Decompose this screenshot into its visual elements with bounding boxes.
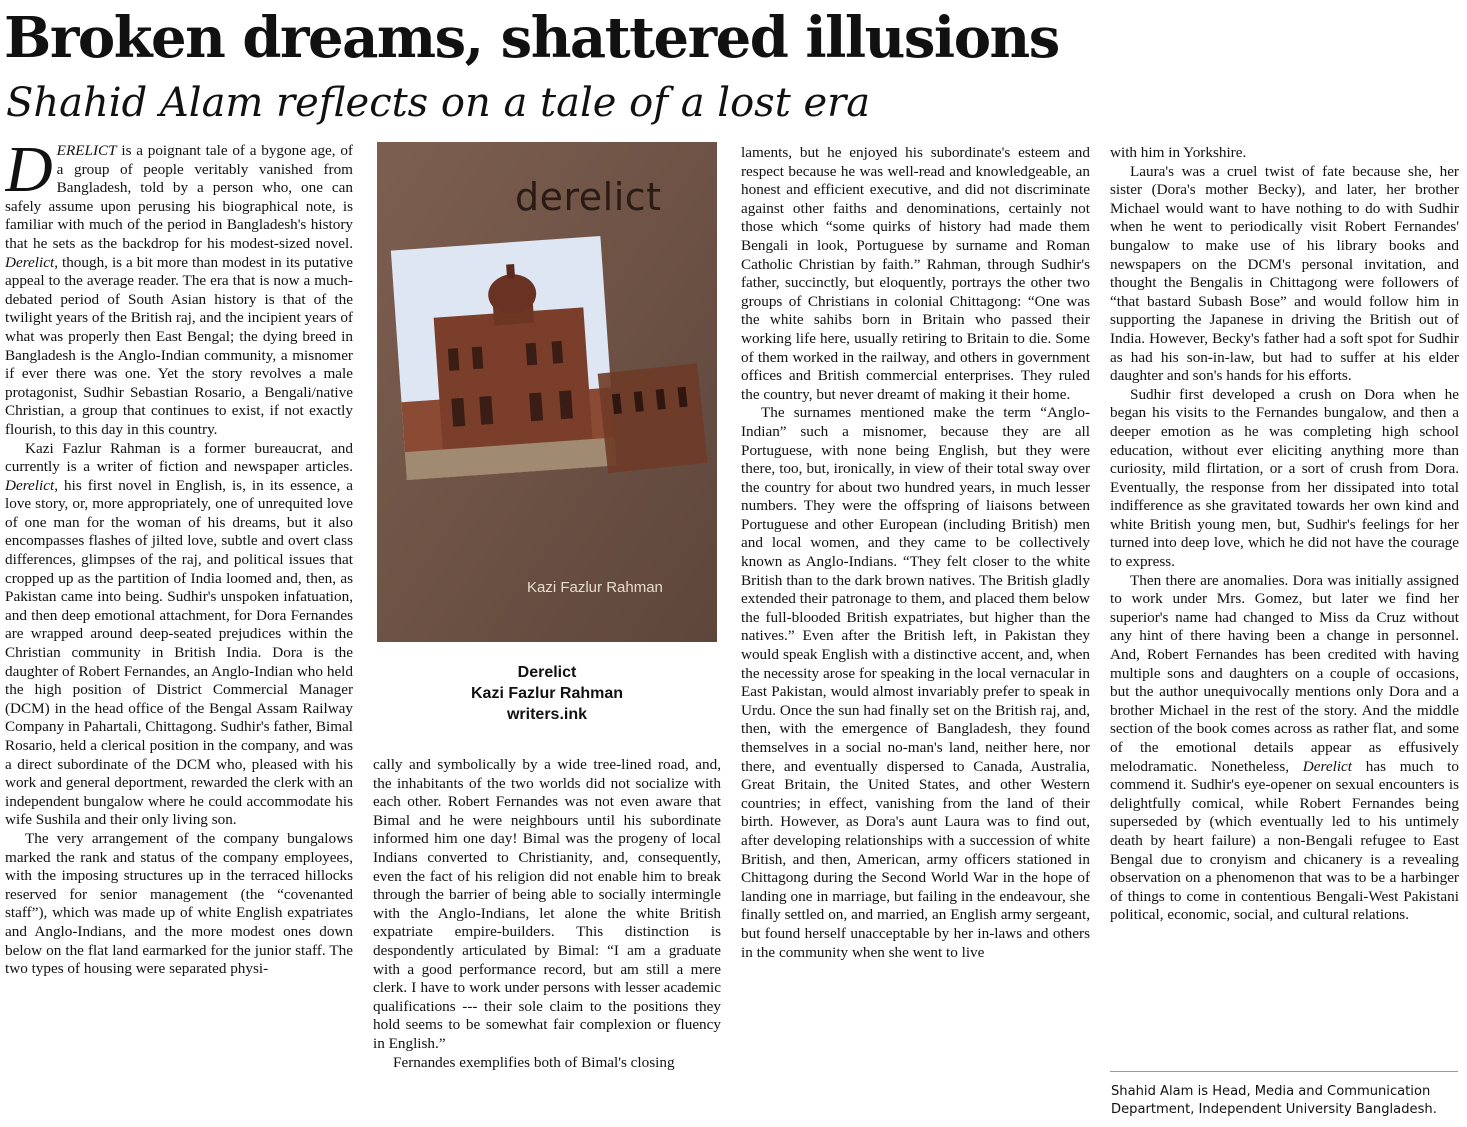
book-cover-image [377, 142, 717, 642]
caption-title: Derelict [517, 664, 577, 681]
book-title-mention: Derelict [5, 476, 55, 494]
subheadline: Shahid Alam reflects on a tale of a lost era [6, 80, 871, 126]
paragraph: Sudhir first developed a crush on Dora when he began his visits to the Fernandes bungalow, and then a deeper emotion as he was completing high school education, without ever eliciting anything more than curiosity, mild flirtation, or a sort of crush from Dora. Eventually, the response from her dissipated into total indifference as she gravitated towards her own kind and white British young men, but, Sudhir's feelings for her turned into deep love, which he did not have the courage to express. [1110, 385, 1459, 571]
cover-author: Kazi Fazlur Rahman [527, 579, 663, 596]
book-caption [377, 662, 717, 725]
paragraph-text: has much to commend it. Sudhir's eye-opener on sexual encounters is delightfully comical, while Robert Fernandes being superseded by (which eventually led to his untimely death by heart failure) a non-Bengali refugee to East Bengal due to cronyism and chicanery is a revealing observation on a phenomenon that was to be a harbinger of things to come in contentious Bengali-West Pakistani political, economic, social, and cultural relations. [1110, 757, 1459, 924]
paragraph [1110, 572, 1459, 925]
headline: Broken dreams, shattered illusions [4, 5, 1059, 71]
paragraph [5, 440, 353, 830]
paragraph-text: Then there are anomalies. Dora was initially assigned to work under Mrs. Gomez, but later we find her superior's name had changed to Miss da Cruz without any hint of there having been a change in personnel. And, Robert Fernandes has been credited with having multiple sons and daughters on a couple of occasions, but the author unequivocally mentions only Dora and a brother Michael in the rest of the story. And the middle section of the book comes across as rather flat, and some of the emotional details appear as effusively melodramatic. Nonetheless, [1110, 571, 1459, 775]
paragraph: Fernandes exemplifies both of Bimal's closing [393, 1053, 675, 1071]
article-column-4 [1110, 144, 1459, 1070]
article-column-2 [373, 756, 721, 1124]
drop-cap: D [5, 142, 53, 206]
book-title-mention: Derelict [1302, 757, 1352, 775]
paragraph-text: Kazi Fazlur Rahman is a former bureaucrat, and currently is a writer of fiction and newspaper articles. [5, 439, 353, 476]
paragraph: laments, but he enjoyed his subordinate's esteem and respect because he was well-read and knowledgeable, an honest and efficient executive, and did not discriminate against other faiths and denominations, certainly not those which “some quirks of history had made them Bengali in look, Portuguese by surname and Roman Catholic Christian by faith.” Rahman, through Sudhir's father, succinctly, but eloquently, portrays the other two groups of Christians in colonial Chittagong: “One was the white sahibs born in Britain who passed their working life here, usually retiring to Britain to die. Some of them worked in the railway, and others in government offices and British commercial enterprises. They ruled the country, but never dreamt of making it their home. [741, 144, 1090, 403]
article-column-1 [5, 142, 353, 1124]
article-column-3 [741, 144, 1090, 1124]
author-bio: Shahid Alam is Head, Media and Communication Department, Independent University Bangladesh. [1111, 1084, 1437, 1117]
paragraph: with him in Yorkshire. [1110, 144, 1247, 161]
paragraph-text: is a poignant tale of a bygone age, of a group of people veritably vanished from Bangladesh, told by a person who, one can safely assume upon perusing his biographical note, is familiar with much of the period in Bangladesh's history that he sets as the backdrop for his modest-sized novel. [5, 142, 353, 252]
paragraph: cally and symbolically by a wide tree-lined road, and, the inhabitants of the two worlds did not socialize with each other. Robert Fernandes was not even aware that Bimal and he were neighbours until his subordinate informed him one day! Bimal was the progeny of local Indians converted to Christianity, and, consequently, even the fact of his religion did not enable him to break through the barrier of being able to socially intermingle with the Anglo-Indians, let alone the white British expatriate empire-builders. This distinction is despondently articulated by Bimal: “I am a graduate with a good performance record, but am still a mere clerk. I have to work under persons with lesser academic qualifications --- their sole claim to the positions they hold seems to be somewhat fair complexion or fluency in English.” [373, 756, 721, 1052]
paragraph: The very arrangement of the company bungalows marked the rank and status of the company employees, with the imposing structures up in the terraced hillocks reserved for senior management (the “covenanted staff”), which was made up of white English expatriates and Anglo-Indians, and the more modest ones down below on the flat land earmarked for the junior staff. The two types of housing were separated physi- [5, 829, 353, 978]
book-title-mention: Derelict [5, 253, 55, 271]
paragraph: Laura's was a cruel twist of fate because she, her sister (Dora's mother Becky), and later, her brother Michael would want to have nothing to do with Sudhir when he went to periodically visit Robert Fernandes' bungalow to make use of his library books and newspapers on the DCM's personal invitation, and thought the Bengalis in Chittagong were followers of “that bastard Subash Bose” and would follow him in supporting the Japanese in driving the British out of India. However, Becky's father had a soft spot for Sudhir as had his son-in-law, but had to suffer at his elder daughter and son's hands for his efforts. [1110, 162, 1459, 385]
lede-paragraph [5, 142, 353, 440]
bio-divider [1110, 1071, 1458, 1072]
caption-publisher: writers.ink [506, 706, 588, 723]
caption-author: Kazi Fazlur Rahman [470, 685, 624, 702]
paragraph-text: , his first novel in English, is, in its essence, a love story, or, more appropriately, one of unrequited love of one man for the woman of his dreams, but it also encompasses flashes of jilted love, subtle and overt class differences, glimpses of the raj, and political issues that cropped up as the partition of India loomed and, then, as Pakistan came into being. Sudhir's unspoken infatuation, and then deep emotional attachment, for Dora Fernandes are wrapped around deep-seated prejudices within the Christian community in British India. Dora is the daughter of Robert Fernandes, an Anglo-Indian who held the high position of District Commercial Manager (DCM) in the head office of the Bengal Assam Railway Company in Pahartali, Chittagong. Sudhir's father, Bimal Rosario, held a clerical position in the company, and was a direct subordinate of the DCM who, pleased with his work and general deportment, rewarded the clerk with an independent bungalow where he could accommodate his wife Sushila and their only living son. [5, 476, 353, 829]
cover-title: derelict [515, 175, 662, 219]
book-title-mention: ERELICT [56, 142, 117, 159]
paragraph-text: , though, is a bit more than modest in its putative appeal to the average reader. The era that is now a much-debated period of South Asian history is that of the twilight years of the British raj, and the incipient years of what was properly then East Bengal; the dying breed in Bangladesh is the Anglo-Indian community, a misnomer if ever there was one. Yet the story revolves a male protagonist, Sudhir Sebastian Rosario, a Bengali/native Christian, a group that continues to exist, if not exactly flourish, to this day in this country. [5, 253, 353, 438]
paragraph: The surnames mentioned make the term “Anglo-Indian” such a misnomer, because they are all Portuguese, with none being English, but they were there, too, but, ironically, in view of their total sway over the country for about two hundred years, in much lesser numbers. They were the offspring of liaisons between Portuguese and other European (including British) men and local women, and they came to be collectively known as Anglo-Indians. “They felt closer to the white British than to the dark brown natives. The British gladly extended their patronage to them, and placed them below the full-blooded British expatriates, but higher than the natives.” Even after the British left, in Pakistan they would speak English with a distinctive accent, and, when the necessity arose for speaking in the local vernacular in East Pakistan, would almost invariably prefer to speak in Urdu. Once the sun had finally set on the British raj, and, then, with the emergence of Bangladesh, they found themselves in a social no-man's land, neither here, nor there, and eventually dispersed to Canada, Australia, Great Britain, the United States, and other Western countries; in effect, vanishing from the land of their birth. However, as Dora's aunt Laura was to find out, after developing relationships with a succession of white British, and then, American, army officers stationed in Chittagong during the Second World War in the hope of landing one in marriage, but failing in the endeavour, she finally settled on, and married, an English army sergeant, but found herself unacceptable by her in-laws and others in the community when she went to live [741, 404, 1090, 961]
